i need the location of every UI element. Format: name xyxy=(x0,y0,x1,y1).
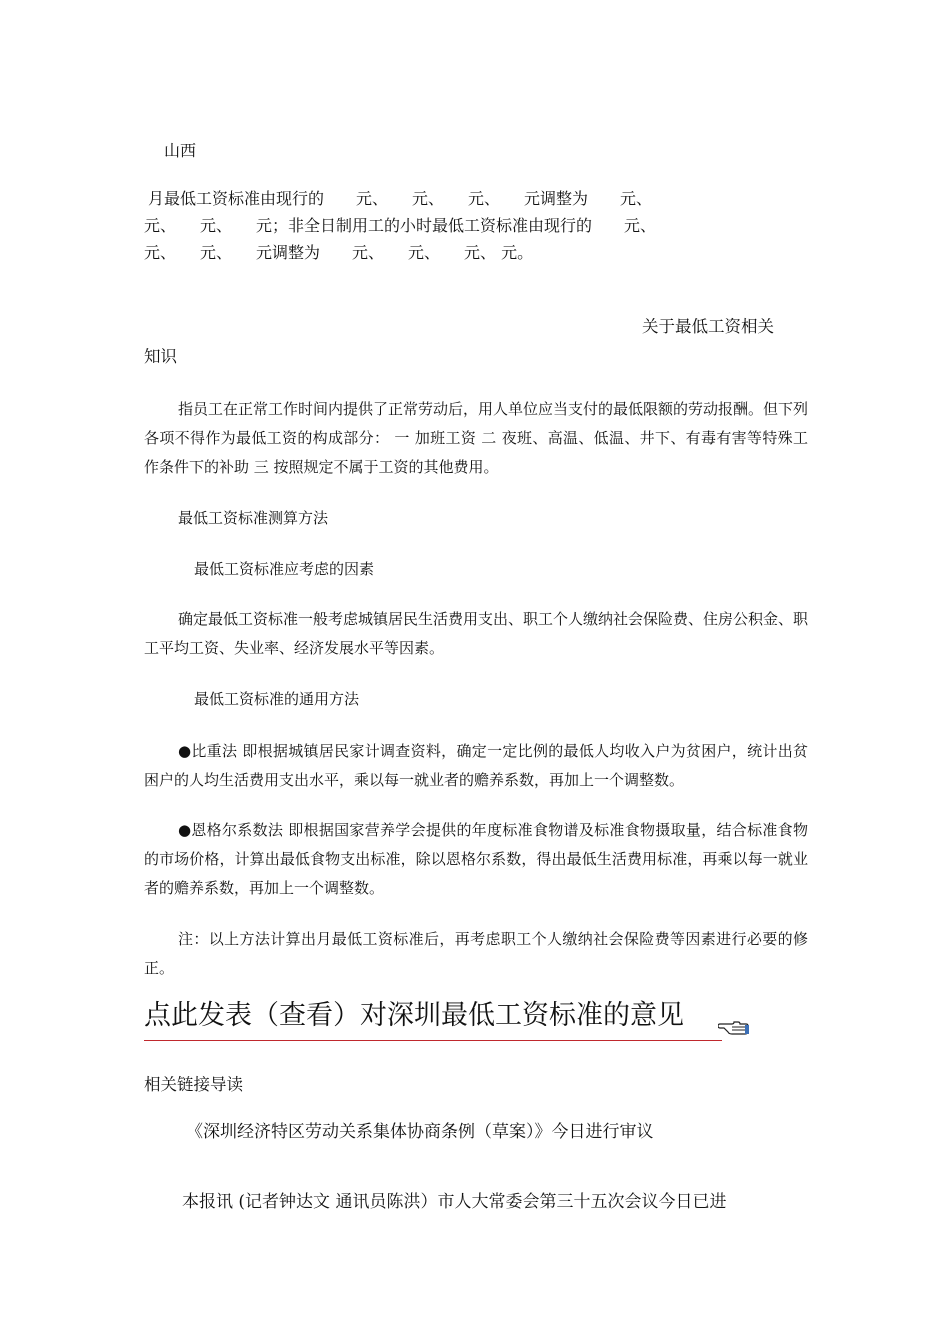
opinion-link[interactable]: 点此发表（查看）对深圳最低工资标准的意见 xyxy=(144,1000,684,1031)
general-method-heading: 最低工资标准的通用方法 xyxy=(194,690,360,708)
province-label: 山西 xyxy=(164,141,197,160)
knowledge-title-part2: 知识 xyxy=(144,347,177,366)
wage-adjust-line-1: 月最低工资标准由现行的 元、 元、 元、 元调整为 元、 xyxy=(148,189,653,208)
related-article-lead: 本报讯 (记者钟达文 通讯员陈洪）市人大常委会第三十五次会议今日已进 xyxy=(182,1192,727,1212)
calc-method-heading: 最低工资标准测算方法 xyxy=(178,509,329,527)
wage-adjust-line-3: 元、 元、 元调整为 元、 元、 元、 元。 xyxy=(144,243,534,262)
wage-adjust-line-2: 元、 元、 元；非全日制用工的小时最低工资标准由现行的 元、 xyxy=(144,216,657,235)
factors-heading: 最低工资标准应考虑的因素 xyxy=(194,560,375,578)
definition-paragraph: 指员工在正常工作时间内提供了正常劳动后，用人单位应当支付的最低限额的劳动报酬。但下列各项不得作为最低工资的构成部分： 一 加班工资 二 夜班、高温、低温、井下、有毒有害等特殊工作条件下的补助 三 按照规定不属于工资的其他费用。 xyxy=(144,400,809,476)
method-proportion-paragraph: ●比重法 即根据城镇居民家计调查资料，确定一定比例的最低人均收入户为贫困户，统计出贫困户的人均生活费用支出水平，乘以每一就业者的赡养系数，再加上一个调整数。 xyxy=(144,742,808,789)
method-engel-paragraph: ●恩格尔系数法 即根据国家营养学会提供的年度标准食物谱及标准食物摄取量，结合标准食物的市场价格，计算出最低食物支出标准，除以恩格尔系数，得出最低生活费用标准，再乘以每一就业者的赡养系数，再加上一个调整数。 xyxy=(144,821,808,897)
related-links-heading: 相关链接导读 xyxy=(144,1075,243,1094)
note-paragraph: 注：以上方法计算出月最低工资标准后，再考虑职工个人缴纳社会保险费等因素进行必要的修正。 xyxy=(144,930,808,977)
pointing-hand-icon[interactable] xyxy=(718,1016,750,1036)
knowledge-title-part1: 关于最低工资相关 xyxy=(642,317,774,336)
opinion-link-underline xyxy=(144,1040,722,1041)
related-article-title[interactable]: 《深圳经济特区劳动关系集体协商条例（草案）》今日进行审议 xyxy=(186,1122,654,1142)
factors-paragraph: 确定最低工资标准一般考虑城镇居民生活费用支出、职工个人缴纳社会保险费、住房公积金、职工平均工资、失业率、经济发展水平等因素。 xyxy=(144,610,809,657)
